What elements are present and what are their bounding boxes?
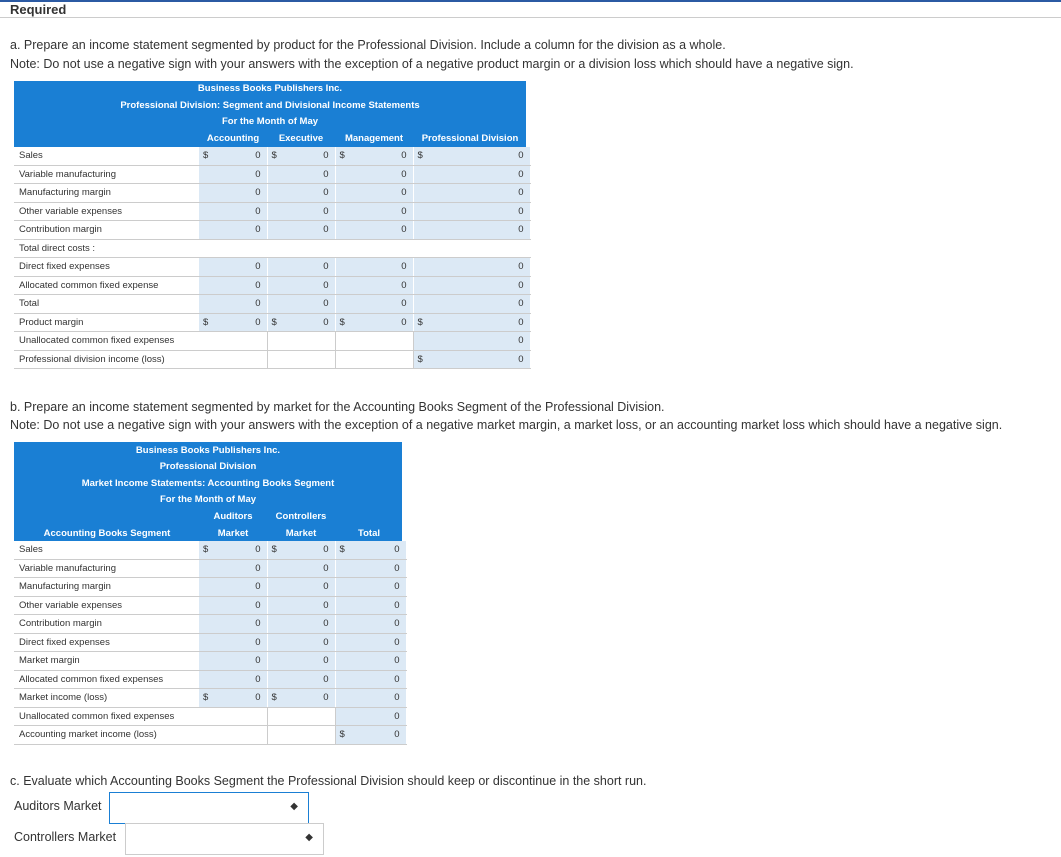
value-cell[interactable]	[199, 202, 267, 221]
value-text: 0	[518, 261, 524, 273]
value-text: 0	[323, 599, 329, 611]
row-label: Variable manufacturing	[14, 165, 199, 184]
value-text: 0	[401, 224, 407, 236]
value-text: 0	[323, 692, 329, 704]
value-text: 0	[323, 655, 329, 667]
part-c-instruction: c. Evaluate which Accounting Books Segment the Professional Division should keep or discontinue in the short run.	[10, 774, 647, 788]
value-text: 0	[394, 544, 400, 556]
value-cell[interactable]	[335, 578, 406, 597]
currency-symbol: $	[339, 544, 345, 556]
currency-symbol: $	[417, 353, 423, 365]
value-text: 0	[255, 279, 261, 291]
value-text: 0	[401, 279, 407, 291]
value-cell[interactable]	[267, 165, 335, 184]
part-a-instruction: a. Prepare an income statement segmented by product for the Professional Division. Include a column for the division as a whole.	[10, 38, 726, 52]
value-text: 0	[394, 729, 400, 741]
value-cell[interactable]	[267, 276, 335, 295]
value-text: 0	[323, 544, 329, 556]
row-label: Total	[14, 295, 199, 314]
value-text: 0	[518, 187, 524, 199]
value-cell[interactable]	[335, 258, 413, 277]
value-text: 0	[394, 692, 400, 704]
division-name: Professional Division	[159, 461, 257, 472]
statement-period: For the Month of May	[159, 494, 257, 505]
value-cell[interactable]	[335, 202, 413, 221]
currency-symbol: $	[203, 692, 209, 704]
value-cell[interactable]	[267, 652, 335, 671]
part-b-note: Note: Do not use a negative sign with your answers with the exception of a negative market margin, a market loss, or an accounting market loss which should have a negative sign.	[10, 418, 1003, 432]
value-cell[interactable]	[413, 184, 530, 203]
col-controllers-bottom: Market	[285, 528, 317, 539]
part-b-income-statement	[14, 541, 407, 745]
value-text: 0	[394, 655, 400, 667]
currency-symbol: $	[339, 729, 345, 741]
value-cell	[267, 707, 335, 726]
col-controllers-top: Controllers	[275, 511, 327, 522]
value-text: 0	[323, 298, 329, 310]
value-cell[interactable]	[335, 596, 406, 615]
value-text: 0	[518, 224, 524, 236]
value-text: 0	[255, 655, 261, 667]
value-text: 0	[323, 168, 329, 180]
auditors-market-label: Auditors Market	[14, 799, 102, 813]
value-cell[interactable]	[267, 670, 335, 689]
value-text: 0	[255, 581, 261, 593]
statement-title: Market Income Statements: Accounting Books Segment	[81, 478, 335, 489]
row-label: Total direct costs :	[14, 239, 199, 258]
value-text: 0	[394, 673, 400, 685]
value-text: 0	[323, 316, 329, 328]
table-row	[14, 726, 406, 745]
table-row	[14, 239, 530, 258]
value-cell[interactable]	[413, 221, 530, 240]
value-cell[interactable]	[335, 670, 406, 689]
table-row	[14, 221, 530, 240]
value-text: 0	[255, 261, 261, 273]
value-text: 0	[255, 298, 261, 310]
value-cell[interactable]	[335, 689, 406, 708]
table-row	[14, 202, 530, 221]
value-cell[interactable]	[335, 147, 413, 165]
row-label: Allocated common fixed expenses	[14, 670, 199, 689]
value-cell	[335, 350, 413, 369]
value-text: 0	[394, 562, 400, 574]
value-cell[interactable]	[267, 295, 335, 314]
value-cell	[413, 239, 530, 258]
table-row	[14, 596, 406, 615]
value-cell[interactable]	[199, 165, 267, 184]
value-text: 0	[255, 150, 261, 162]
value-cell[interactable]	[413, 258, 530, 277]
table-row	[14, 670, 406, 689]
value-text: 0	[323, 261, 329, 273]
row-label: Manufacturing margin	[14, 578, 199, 597]
part-b-instruction: b. Prepare an income statement segmented by market for the Accounting Books Segment of the Professional Division.	[10, 400, 665, 414]
value-text: 0	[394, 618, 400, 630]
value-cell[interactable]	[335, 165, 413, 184]
value-cell	[199, 239, 267, 258]
value-cell[interactable]	[267, 258, 335, 277]
value-cell[interactable]	[413, 295, 530, 314]
currency-symbol: $	[339, 316, 345, 328]
table-row	[14, 313, 530, 332]
value-text: 0	[323, 673, 329, 685]
value-text: 0	[255, 636, 261, 648]
row-label: Accounting market income (loss)	[14, 726, 199, 745]
value-text: 0	[255, 205, 261, 217]
value-cell[interactable]	[335, 541, 406, 559]
value-cell[interactable]	[335, 313, 413, 332]
part-b-table-header	[14, 442, 402, 541]
row-label: Direct fixed expenses	[14, 633, 199, 652]
row-label: Contribution margin	[14, 221, 199, 240]
value-text: 0	[394, 581, 400, 593]
value-cell[interactable]	[267, 202, 335, 221]
value-text: 0	[255, 168, 261, 180]
value-cell[interactable]	[199, 147, 267, 165]
value-cell[interactable]	[267, 596, 335, 615]
col-management: Management	[344, 133, 404, 144]
value-text: 0	[323, 187, 329, 199]
col-auditors-top: Auditors	[213, 511, 253, 522]
top-border	[0, 0, 1061, 2]
col-professional-division: Professional Division	[421, 133, 519, 144]
value-cell[interactable]	[335, 707, 406, 726]
value-cell[interactable]	[335, 615, 406, 634]
part-a-note: Note: Do not use a negative sign with your answers with the exception of a negative product margin or a division loss which should have a negative sign.	[10, 57, 854, 71]
value-cell[interactable]	[199, 258, 267, 277]
part-a-income-statement	[14, 147, 531, 369]
value-cell[interactable]	[267, 633, 335, 652]
value-text: 0	[255, 562, 261, 574]
statement-period: For the Month of May	[221, 116, 319, 127]
value-text: 0	[518, 316, 524, 328]
table-row	[14, 295, 530, 314]
currency-symbol: $	[271, 692, 277, 704]
value-cell[interactable]	[199, 578, 267, 597]
value-cell[interactable]	[267, 221, 335, 240]
controllers-market-label: Controllers Market	[14, 830, 117, 844]
value-cell[interactable]	[199, 633, 267, 652]
value-cell[interactable]	[335, 726, 406, 745]
value-cell	[199, 350, 267, 369]
currency-symbol: $	[203, 316, 209, 328]
value-text: 0	[401, 150, 407, 162]
value-cell[interactable]	[335, 221, 413, 240]
value-text: 0	[323, 618, 329, 630]
value-text: 0	[401, 298, 407, 310]
divider	[0, 17, 1061, 18]
value-text: 0	[255, 599, 261, 611]
value-cell	[199, 726, 267, 745]
currency-symbol: $	[417, 150, 423, 162]
value-cell[interactable]	[199, 596, 267, 615]
required-heading: Required	[10, 2, 67, 17]
value-text: 0	[401, 261, 407, 273]
value-cell[interactable]	[413, 147, 530, 165]
row-label: Allocated common fixed expense	[14, 276, 199, 295]
value-cell[interactable]	[335, 184, 413, 203]
value-cell[interactable]	[335, 276, 413, 295]
value-cell[interactable]	[413, 332, 530, 351]
value-cell[interactable]	[335, 652, 406, 671]
value-cell[interactable]	[267, 689, 335, 708]
value-cell[interactable]	[267, 541, 335, 559]
chevron-updown-icon: ◆	[290, 801, 298, 812]
value-text: 0	[518, 298, 524, 310]
value-cell	[267, 726, 335, 745]
value-cell	[267, 350, 335, 369]
col-auditors-bottom: Market	[217, 528, 249, 539]
table-row	[14, 276, 530, 295]
value-text: 0	[255, 187, 261, 199]
row-header-accounting-books-segment: Accounting Books Segment	[43, 528, 171, 539]
value-text: 0	[394, 636, 400, 648]
value-cell[interactable]	[199, 541, 267, 559]
row-label: Unallocated common fixed expenses	[14, 707, 199, 726]
row-label: Sales	[14, 541, 199, 559]
value-text: 0	[323, 224, 329, 236]
row-label: Variable manufacturing	[14, 559, 199, 578]
value-text: 0	[255, 544, 261, 556]
value-cell[interactable]	[199, 221, 267, 240]
value-text: 0	[255, 316, 261, 328]
currency-symbol: $	[271, 150, 277, 162]
value-text: 0	[394, 710, 400, 722]
value-text: 0	[323, 636, 329, 648]
row-label: Contribution margin	[14, 615, 199, 634]
value-cell[interactable]	[199, 184, 267, 203]
value-cell[interactable]	[199, 652, 267, 671]
row-label: Product margin	[14, 313, 199, 332]
value-cell	[267, 239, 335, 258]
value-text: 0	[323, 562, 329, 574]
value-cell[interactable]	[335, 295, 413, 314]
value-text: 0	[323, 150, 329, 162]
value-cell[interactable]	[199, 313, 267, 332]
controllers-market-select[interactable]	[125, 823, 324, 855]
value-text: 0	[401, 205, 407, 217]
chevron-updown-icon: ◆	[305, 832, 313, 843]
table-row	[14, 615, 406, 634]
value-cell[interactable]	[413, 350, 530, 369]
value-cell[interactable]	[199, 615, 267, 634]
value-text: 0	[518, 150, 524, 162]
value-text: 0	[401, 187, 407, 199]
value-cell[interactable]	[267, 578, 335, 597]
table-row	[14, 165, 530, 184]
table-row	[14, 578, 406, 597]
value-text: 0	[323, 205, 329, 217]
table-row	[14, 147, 530, 165]
value-text: 0	[255, 224, 261, 236]
value-text: 0	[518, 279, 524, 291]
row-label: Manufacturing margin	[14, 184, 199, 203]
value-text: 0	[323, 581, 329, 593]
currency-symbol: $	[339, 150, 345, 162]
value-text: 0	[518, 353, 524, 365]
table-row	[14, 541, 406, 559]
company-name: Business Books Publishers Inc.	[135, 445, 281, 456]
value-text: 0	[518, 168, 524, 180]
table-row	[14, 559, 406, 578]
value-cell	[335, 332, 413, 351]
row-label: Unallocated common fixed expenses	[14, 332, 199, 351]
row-label: Professional division income (loss)	[14, 350, 199, 369]
value-cell[interactable]	[199, 295, 267, 314]
row-label: Other variable expenses	[14, 596, 199, 615]
value-text: 0	[394, 599, 400, 611]
currency-symbol: $	[271, 316, 277, 328]
table-row	[14, 689, 406, 708]
value-cell[interactable]	[335, 559, 406, 578]
value-cell[interactable]	[335, 633, 406, 652]
value-text: 0	[255, 673, 261, 685]
table-row	[14, 633, 406, 652]
auditors-market-select[interactable]	[109, 792, 309, 824]
value-cell[interactable]	[413, 202, 530, 221]
row-label: Market margin	[14, 652, 199, 671]
currency-symbol: $	[203, 150, 209, 162]
col-executive: Executive	[278, 133, 324, 144]
value-cell[interactable]	[267, 559, 335, 578]
value-text: 0	[518, 335, 524, 347]
table-row	[14, 332, 530, 351]
row-label: Sales	[14, 147, 199, 165]
value-cell[interactable]	[267, 147, 335, 165]
value-text: 0	[401, 316, 407, 328]
value-text: 0	[255, 692, 261, 704]
value-cell	[199, 707, 267, 726]
part-a-table-header	[14, 81, 526, 147]
currency-symbol: $	[417, 316, 423, 328]
row-label: Other variable expenses	[14, 202, 199, 221]
value-cell[interactable]	[199, 559, 267, 578]
currency-symbol: $	[271, 544, 277, 556]
value-cell[interactable]	[267, 615, 335, 634]
table-row	[14, 707, 406, 726]
value-cell[interactable]	[199, 276, 267, 295]
value-cell[interactable]	[199, 689, 267, 708]
value-cell	[267, 332, 335, 351]
table-row	[14, 350, 530, 369]
value-cell[interactable]	[199, 670, 267, 689]
statement-title: Professional Division: Segment and Divisional Income Statements	[120, 100, 420, 111]
table-row	[14, 184, 530, 203]
company-name: Business Books Publishers Inc.	[197, 83, 343, 94]
value-cell[interactable]	[267, 313, 335, 332]
value-cell[interactable]	[413, 276, 530, 295]
value-text: 0	[323, 279, 329, 291]
table-row	[14, 258, 530, 277]
value-cell	[335, 239, 413, 258]
value-cell	[199, 332, 267, 351]
col-total: Total	[358, 528, 380, 539]
currency-symbol: $	[203, 544, 209, 556]
row-label: Direct fixed expenses	[14, 258, 199, 277]
value-text: 0	[255, 618, 261, 630]
value-cell[interactable]	[267, 184, 335, 203]
table-row	[14, 652, 406, 671]
value-text: 0	[518, 205, 524, 217]
value-cell[interactable]	[413, 165, 530, 184]
value-text: 0	[401, 168, 407, 180]
row-label: Market income (loss)	[14, 689, 199, 708]
col-accounting: Accounting	[206, 133, 260, 144]
value-cell[interactable]	[413, 313, 530, 332]
